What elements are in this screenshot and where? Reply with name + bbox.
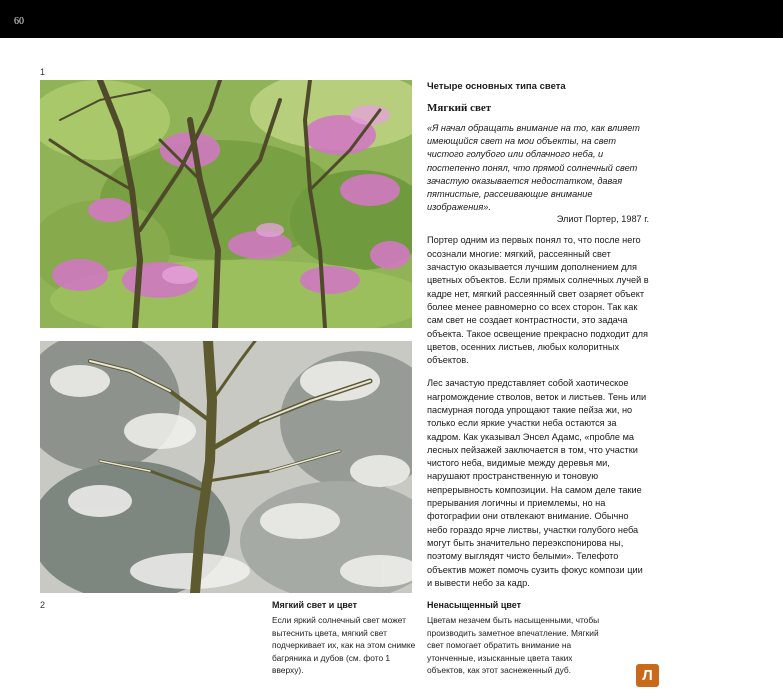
subsection-title: Мягкий свет [427,102,492,114]
figure-1-number: 1 [40,67,46,77]
porter-quote: «Я начал обращать внимание на то, как влияет имеющийся свет на мои объекты, на свет чистого голубого или облачного неба, и постепенно понял, что прямой солнечный свет зачастую оказывается недостатком, давая пятнистые, рассеивающие внимание изображения». [427,123,640,213]
figure-2-number: 2 [40,600,46,610]
caption-2-title: Ненасыщенный цвет [427,600,522,610]
page-number: 60 [14,16,24,27]
redbud-forest-photo [40,80,412,328]
body-paragraph-2: Лес зачастую представляет собой хаотическое нагромождение стволов, веток и листьев. Тень или пасмурная погода упрощают такие пейза жи, но только если яркие участки неба остаются за кадром. Как указывал Энсел Адамс, «пробле ма лесных пейзажей заключается в том, что участки чистого неба, видимые между деревья ми, нарушают пространственную и тоновую непрерывность композиции. На самом деле такие прерывания логичны и приемлемы, но на фотографии они отвлекают внимание. Обычно небо гораздо ярче листвы, участки голубого неба могут быть значительно переэкспонирова ны, поэтому выглядят чисто белыми». Телефото объектив может помочь сузить фокус компози ции и вывести небо за кадр. [427,378,647,588]
snowy-oak-photo [40,341,412,593]
article-column [427,81,649,600]
publisher-logo: Л [636,664,659,687]
section-title: Четыре основных типа света [427,81,566,92]
caption-1-title: Мягкий свет и цвет [272,600,358,610]
caption-1-text: Если яркий солнечный свет может вытеснить цвета, мягкий свет подчеркивает их, как на этом снимке багряника и дубов (см. фото 1 вверху). [272,615,416,676]
body-paragraph-1: Портер одним из первых понял то, что после него осознали многие: мягкий, рассеянный свет зачастую оказывается лучшим дополнением для цветных объектов. Если прямых солнечных лучей в кадре нет, мягкий рассеянный свет озаряет объект более менее равномерно со всех сторон. Так как сам свет не создает контрастности, это задача объекта. Такое освещение прекрасно подходит для цветов, осенних листьев, любых колоритных объектов. [427,235,649,366]
top-bar [0,0,783,38]
caption-2-text: Цветам незачем быть насыщенными, чтобы производить заметное впечатление. Мягкий свет помогает обратить внимание на утонченные, изысканные цвета таких объектов, как этот заснеженный дуб. [427,615,600,676]
quote-attribution: Элиот Портер, 1987 г. [556,214,649,225]
